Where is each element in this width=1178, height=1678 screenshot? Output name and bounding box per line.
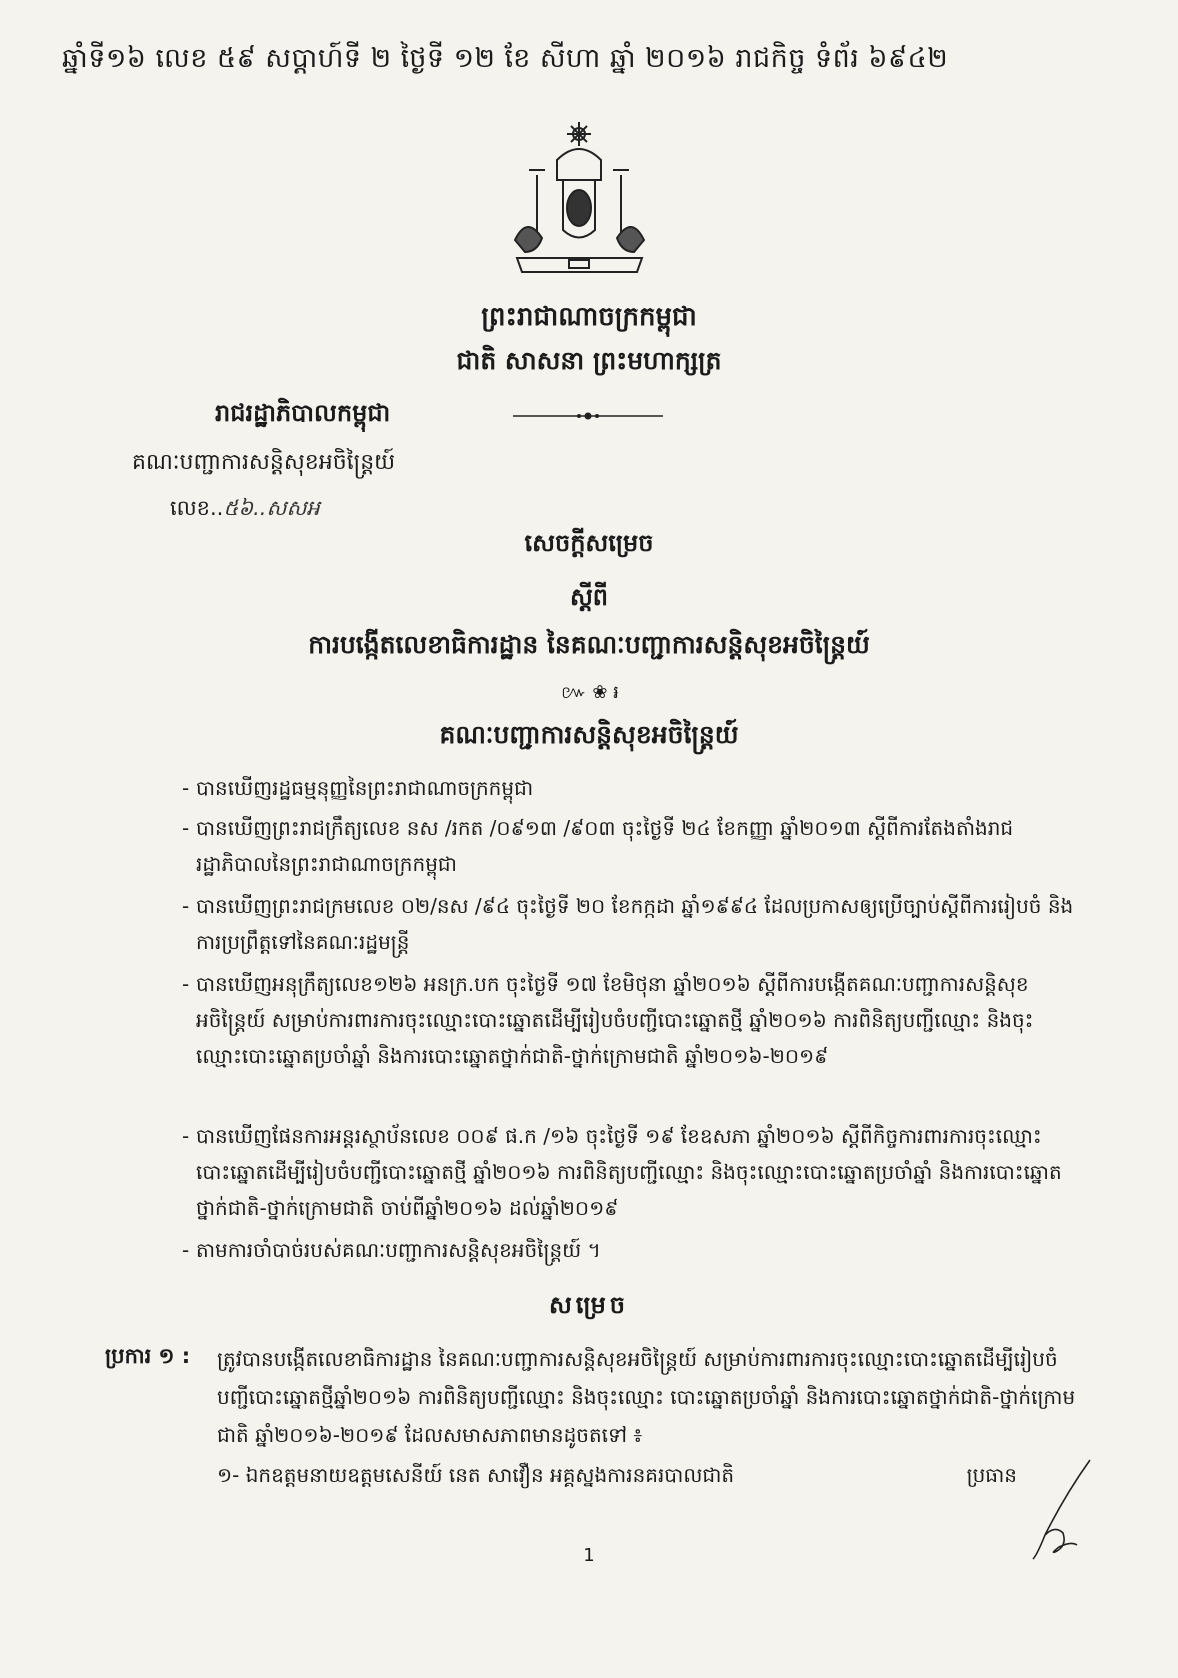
visa-text: បានឃើញព្រះរាជក្រមលេខ ០២/នស /៩៤ ចុះថ្ងៃទី ២០ ខែកក្កដា ឆ្នាំ១៩៩៤ ដែលប្រកាសឲ្យប្រើច្បាប់ស្តីពីការរៀបចំ និងការប្រព្រឹត្តទៅនៃគណៈរដ្ឋមន្ត្រី (196, 894, 1074, 954)
document-about: ស្តីពី (569, 583, 609, 611)
member-name: ឯកឧត្តមនាយឧត្តមសេនីយ៍ នេត សាវឿន អគ្គស្នងការនគរបាលជាតិ (245, 1463, 735, 1487)
issuing-committee: គណៈបញ្ជាការសន្តិសុខអចិន្ត្រៃយ៍ (132, 450, 396, 475)
visa-item: - បានឃើញរដ្ឋធម្មនុញ្ញនៃព្រះរាជាណាចក្រកម្ពុជា (182, 776, 534, 800)
visa-item: - បានឃើញអនុក្រឹត្យលេខ១២៦ អនក្រ.បក ចុះថ្ងៃទី ១៧ ខែមិថុនា ឆ្នាំ២០១៦ ស្តីពីការបង្កើតគណៈបញ្ជាការសន្តិសុខអចិន្ត្រៃយ៍ សម្រាប់ការពារការចុះឈ្មោះបោះឆ្នោតដើម្បីរៀបចំបញ្ជីបោះឆ្នោតថ្មី ឆ្នាំ២០១៦ ការពិនិត្យបញ្ជីឈ្មោះ និងចុះឈ្មោះបោះឆ្នោតប្រចាំឆ្នាំ និងការបោះឆ្នោតថ្នាក់ជាតិ-ថ្នាក់ក្រោមជាតិ ឆ្នាំ២០១៦-២០១៩ (182, 972, 1034, 1068)
visa-text: តាមការចាំបាច់របស់គណៈបញ្ជាការសន្តិសុខអចិន្ត្រៃយ៍ ។ (196, 1238, 601, 1262)
visa-item: - បានឃើញផែនការអន្តរស្ថាប័នលេខ ០០៩ ផ.ក /១៦ ចុះថ្ងៃទី ១៩ ខែឧសភា ឆ្នាំ២០១៦ ស្តីពីកិច្ចការពារការចុះឈ្មោះបោះឆ្នោតដើម្បីរៀបចំបញ្ជីបោះឆ្នោតថ្មី ឆ្នាំ២០១៦ ការពិនិត្យបញ្ជីឈ្មោះ និងចុះឈ្មោះបោះឆ្នោតប្រចាំឆ្នាំ និងការបោះឆ្នោតថ្នាក់ជាតិ-ថ្នាក់ក្រោមជាតិ ចាប់ពីឆ្នាំ២០១៦ ដល់ឆ្នាំ២០១៩ (182, 1124, 1062, 1220)
article-1-text: ត្រូវបានបង្កើតលេខាធិការដ្ឋាន នៃគណៈបញ្ជាការសន្តិសុខអចិន្ត្រៃយ៍ សម្រាប់ការពារការចុះឈ្មោះបោះឆ្នោតដើម្បីរៀបចំបញ្ជីបោះឆ្នោតថ្មីឆ្នាំ២០១៦ ការពិនិត្យបញ្ជីឈ្មោះ និងចុះឈ្មោះ បោះឆ្នោតប្រចាំឆ្នាំ និងការបោះឆ្នោតថ្នាក់ជាតិ-ថ្នាក់ក្រោមជាតិ ឆ្នាំ២០១៦-២០១៩ ដែលសមាសភាពមានដូចតទៅ ៖ (217, 1347, 1076, 1447)
reference-handwritten-number: ៥៦ (223, 496, 254, 520)
reference-suffix: ..សសអ (253, 496, 320, 520)
visa-item: - តាមការចាំបាច់របស់គណៈបញ្ជាការសន្តិសុខអចិន្ត្រៃយ៍ ។ (182, 1238, 601, 1262)
royal-coat-of-arms-icon (497, 120, 662, 285)
document-subject: ការបង្កើតលេខាធិការដ្ឋាន នៃគណៈបញ្ជាការសន្តិសុខអចិន្ត្រៃយ៍ (308, 630, 870, 659)
visa-item: - បានឃើញព្រះរាជក្រឹត្យលេខ នស /រកត /០៩១៣ /៩០៣ ចុះថ្ងៃទី ២៤ ខែកញ្ញា ឆ្នាំ២០១៣ ស្តីពីការតែងតាំងរាជរដ្ឋាភិបាលនៃព្រះរាជាណាចក្រកម្ពុជា (182, 816, 1014, 876)
member-row (217, 1462, 1077, 1492)
decision-heading: សម្រេច (548, 1291, 630, 1319)
visa-text: បានឃើញផែនការអន្តរស្ថាប័នលេខ ០០៩ ផ.ក /១៦ ចុះថ្ងៃទី ១៩ ខែឧសភា ឆ្នាំ២០១៦ ស្តីពីកិច្ចការពារការចុះឈ្មោះបោះឆ្នោតដើម្បីរៀបចំបញ្ជីបោះឆ្នោតថ្មី ឆ្នាំ២០១៦ ការពិនិត្យបញ្ជីឈ្មោះ និងចុះឈ្មោះបោះឆ្នោតប្រចាំឆ្នាំ និងការបោះឆ្នោតថ្នាក់ជាតិ-ថ្នាក់ក្រោមជាតិ ចាប់ពីឆ្នាំ២០១៦ ដល់ឆ្នាំ២០១៩ (196, 1124, 1062, 1220)
visa-text: បានឃើញរដ្ឋធម្មនុញ្ញនៃព្រះរាជាណាចក្រកម្ពុជា (196, 776, 534, 800)
government-name: រាជរដ្ឋាភិបាលកម្ពុជា (215, 399, 391, 427)
reference-prefix: លេខ.. (170, 496, 224, 520)
gazette-header: ឆ្នាំទី១៦ លេខ ៥៩ សប្តាហ៍ទី ២ ថ្ងៃទី ១២ ខែ សីហា ឆ្នាំ ២០១៦ រាជកិច្ច ទំព័រ ៦៩៤២ (62, 43, 949, 74)
visa-text: បានឃើញព្រះរាជក្រឹត្យលេខ នស /រកត /០៩១៣ /៩០៣ ចុះថ្ងៃទី ២៤ ខែកញ្ញា ឆ្នាំ២០១៣ ស្តីពីការតែងតាំងរាជរដ្ឋាភិបាលនៃព្រះរាជាណាចក្រកម្ពុជា (196, 816, 1014, 876)
document-type: សេចក្តីសម្រេច (524, 529, 654, 557)
member-role: ប្រធាន (966, 1463, 1017, 1487)
kingdom-name: ព្រះរាជាណាចក្រកម្ពុជា (481, 302, 697, 332)
reference-number (170, 495, 320, 526)
ornament-icon: ៚ ❀ ៛ (561, 682, 619, 703)
kingdom-motto: ជាតិ សាសនា ព្រះមហាក្សត្រ (456, 346, 722, 375)
authority-name: គណៈបញ្ជាការសន្តិសុខអចិន្ត្រៃយ៍ (439, 720, 739, 749)
visa-item: - បានឃើញព្រះរាជក្រមលេខ ០២/នស /៩៤ ចុះថ្ងៃទី ២០ ខែកក្កដា ឆ្នាំ១៩៩៤ ដែលប្រកាសឲ្យប្រើច្បាប់ស្តីពីការរៀបចំ និងការប្រព្រឹត្តទៅនៃគណៈរដ្ឋមន្ត្រី (182, 894, 1074, 954)
ornamental-divider-icon (513, 412, 663, 420)
visa-text: បានឃើញអនុក្រឹត្យលេខ១២៦ អនក្រ.បក ចុះថ្ងៃទី ១៧ ខែមិថុនា ឆ្នាំ២០១៦ ស្តីពីការបង្កើតគណៈបញ្ជាការសន្តិសុខអចិន្ត្រៃយ៍ សម្រាប់ការពារការចុះឈ្មោះបោះឆ្នោតដើម្បីរៀបចំបញ្ជីបោះឆ្នោតថ្មី ឆ្នាំ២០១៦ ការពិនិត្យបញ្ជីឈ្មោះ និងចុះឈ្មោះបោះឆ្នោតប្រចាំឆ្នាំ និងការបោះឆ្នោតថ្នាក់ជាតិ-ថ្នាក់ក្រោមជាតិ ឆ្នាំ២០១៦-២០១៩ (196, 972, 1034, 1068)
member-number: ១- (217, 1463, 240, 1487)
page-number: 1 (583, 1545, 595, 1566)
article-1-label: ប្រការ ១ : (105, 1344, 191, 1368)
